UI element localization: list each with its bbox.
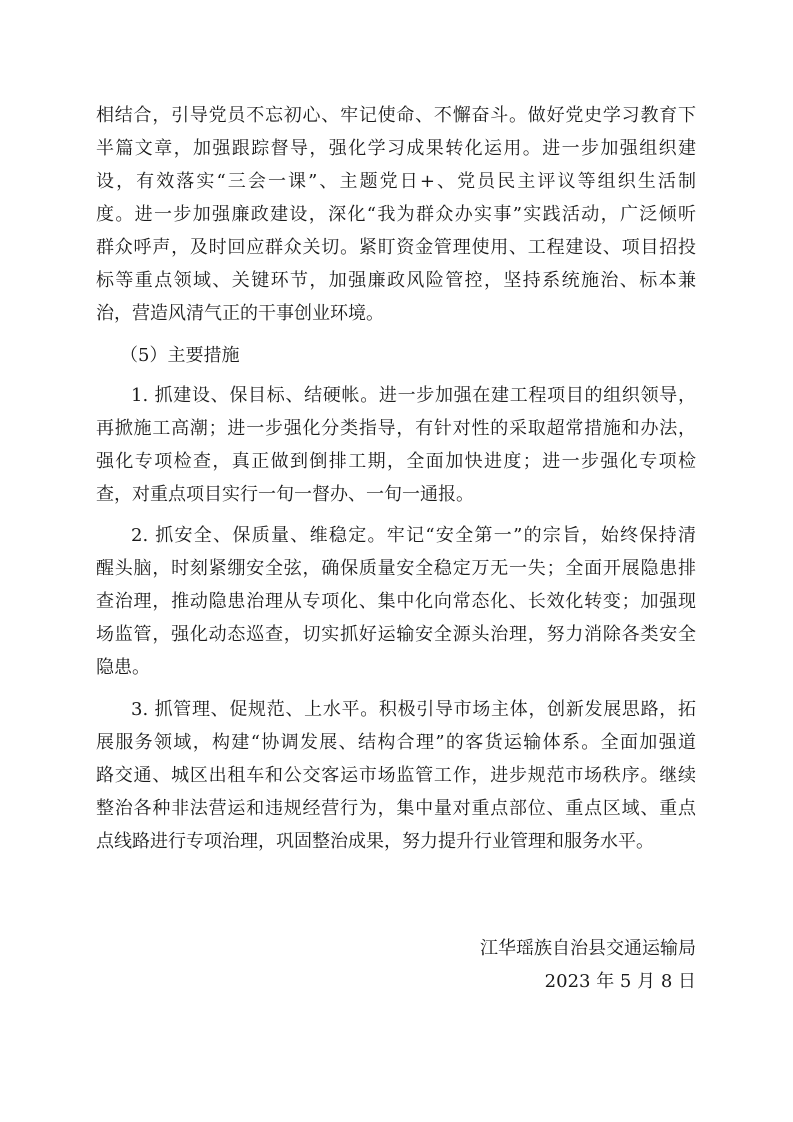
signature-organization: 江华瑶族自治县交通运输局 [480, 938, 696, 959]
paragraph-line: 醒头脑，时刻紧绷安全弦，确保质量安全稳定万无一失；全面开展隐患排 [96, 558, 696, 579]
paragraph-line: 再掀施工高潮；进一步强化分类指导，有针对性的采取超常措施和办法， [96, 418, 696, 439]
paragraph-line: 半篇文章，加强跟踪督导，强化学习成果转化运用。进一步加强组织建 [96, 138, 696, 159]
paragraph-line: 查治理，推动隐患治理从专项化、集中化向常态化、长效化转变；加强现 [96, 591, 696, 612]
paragraph-line: 标等重点领域、关键环节，加强廉政风险管控，坚持系统施治、标本兼 [96, 270, 696, 291]
paragraph-line: 查，对重点项目实行一旬一督办、一旬一通报。 [96, 484, 474, 505]
paragraph-line: 度。进一步加强廉政建设，深化“我为群众办实事”实践活动，广泛倾听 [96, 204, 696, 225]
paragraph-line: 3. 抓管理、促规范、上水平。积极引导市场主体，创新发展思路，拓 [131, 699, 696, 720]
paragraph-line: 展服务领域，构建“协调发展、结构合理”的客货运输体系。全面加强道 [96, 732, 696, 753]
paragraph-line: 隐患。 [96, 657, 150, 678]
paragraph-line: 2. 抓安全、保质量、维稳定。牢记“安全第一”的宗旨，始终保持清 [131, 525, 696, 546]
paragraph-line: 治，营造风清气正的干事创业环境。 [96, 303, 384, 324]
paragraph-line: 强化专项检查，真正做到倒排工期，全面加快进度；进一步强化专项检 [96, 451, 696, 472]
paragraph-line: 路交通、城区出租车和公交客运市场监管工作，进步规范市场秩序。继续 [96, 765, 696, 786]
paragraph-line: 1. 抓建设、保目标、结硬帐。进一步加强在建工程项目的组织领导， [131, 385, 696, 406]
paragraph-line: 设，有效落实“三会一课”、主题党日+、党员民主评议等组织生活制 [96, 171, 696, 192]
paragraph-line: 群众呼声，及时回应群众关切。紧盯资金管理使用、工程建设、项目招投 [96, 237, 696, 258]
paragraph-line: 场监管，强化动态巡查，切实抓好运输安全源头治理，努力消除各类安全 [96, 624, 696, 645]
paragraph-line: 整治各种非法营运和违规经营行为，集中量对重点部位、重点区域、重点 [96, 798, 696, 819]
paragraph-line: 点线路进行专项治理，巩固整治成果，努力提升行业管理和服务水平。 [96, 831, 654, 852]
section-heading: （5）主要措施 [120, 345, 240, 366]
paragraph-line: 相结合，引导党员不忘初心、牢记使命、不懈奋斗。做好党史学习教育下 [96, 105, 696, 126]
signature-date: 2023 年 5 月 8 日 [544, 971, 696, 992]
